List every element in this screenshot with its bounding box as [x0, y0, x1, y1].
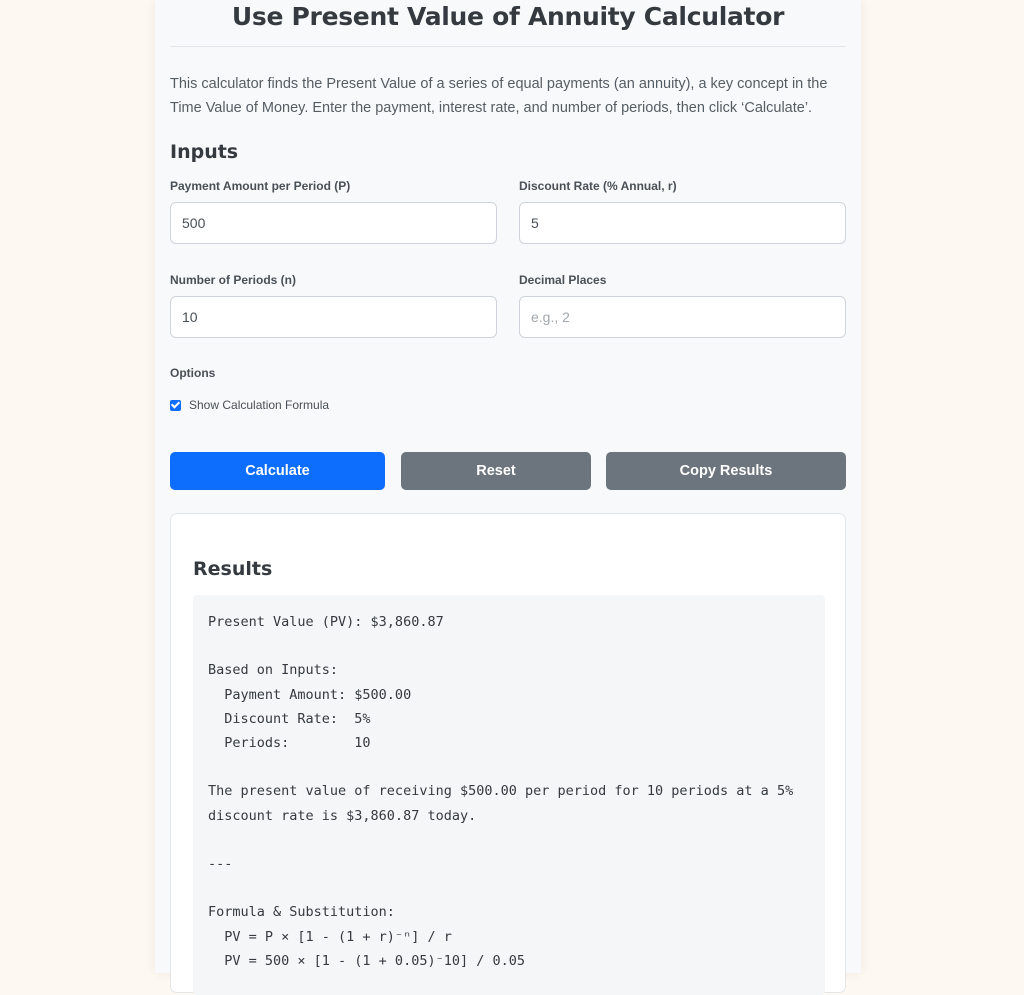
calculate-button[interactable]: Calculate: [170, 452, 385, 490]
periods-input[interactable]: [170, 296, 497, 338]
reset-button[interactable]: Reset: [401, 452, 591, 490]
results-output: Present Value (PV): $3,860.87 Based on Inputs: Payment Amount: $500.00 Discount Rate: 5% Periods: 10 The present value of receiving $500.00 per period for 10 periods at a 5% discount rate is $3,860.87 today. --- Formula & Substitution: PV = P × [1 - (1 + r)⁻ⁿ] / r PV = 500 × [1 - (1 + 0.05)⁻10] / 0.05: [193, 595, 825, 995]
decimals-label: Decimal Places: [519, 273, 607, 287]
show-formula-label: Show Calculation Formula: [189, 398, 330, 412]
periods-label: Number of Periods (n): [170, 273, 297, 287]
intro-text: This calculator finds the Present Value of a series of equal payments (an annuity), a key concept in the Time Value of Money. Enter the payment, interest rate, and number of periods, then click ‘Calculate’.: [170, 76, 828, 116]
calculator-card: [155, 0, 861, 973]
decimals-input[interactable]: [519, 296, 846, 338]
rate-label: Discount Rate (% Annual, r): [519, 179, 677, 193]
page-title: Use Present Value of Annuity Calculator: [231, 2, 785, 31]
title-divider: [170, 46, 846, 47]
results-heading: Results: [193, 558, 273, 580]
rate-input[interactable]: [519, 202, 846, 244]
inputs-heading: Inputs: [170, 141, 239, 163]
payment-input[interactable]: [170, 202, 497, 244]
show-formula-option[interactable]: [170, 398, 329, 412]
options-label: Options: [170, 366, 216, 380]
results-panel: [170, 513, 846, 993]
payment-label: Payment Amount per Period (P): [170, 179, 351, 193]
show-formula-checkbox[interactable]: [170, 400, 181, 411]
copy-results-button[interactable]: Copy Results: [606, 452, 846, 490]
